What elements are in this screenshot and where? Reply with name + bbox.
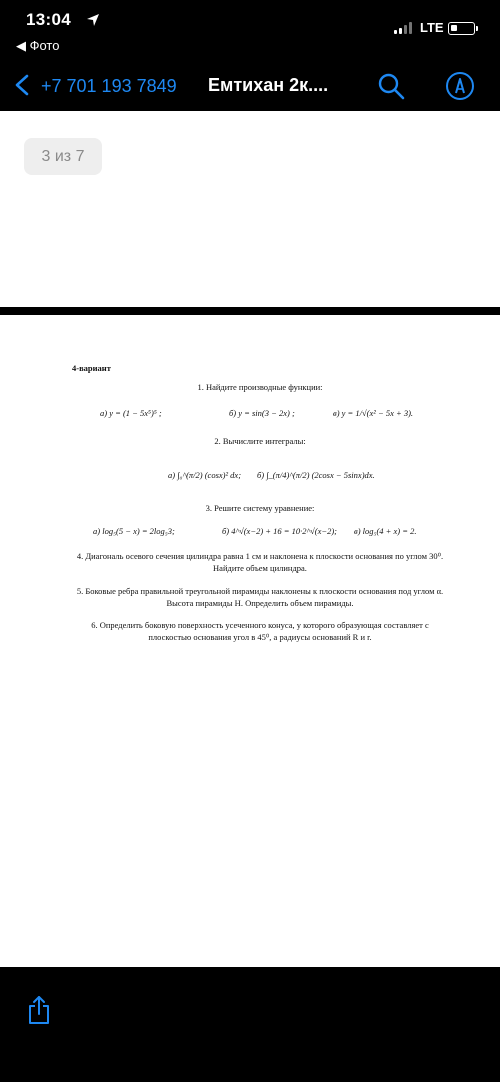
search-icon[interactable]: [377, 72, 405, 100]
task1-heading: 1. Найдите производные функции:: [197, 382, 323, 392]
task3-b: б) 4^√(x−2) + 16 = 10·2^√(x−2);: [222, 526, 337, 536]
share-icon[interactable]: [27, 995, 51, 1025]
location-arrow-icon: [86, 13, 100, 27]
document-title: Емтихан 2к....: [208, 75, 329, 95]
task4-text: 4. Диагональ осевого сечения цилиндра равна 1 см и наклонена к плоскости основания по углом 30⁰. Найдите объем цилиндра.: [76, 551, 444, 573]
bottom-toolbar: [0, 967, 500, 1082]
task1-c: в) y = 1/√(x² − 5x + 3).: [333, 408, 414, 418]
network-type: LTE: [420, 20, 444, 35]
task3-heading: 3. Решите систему уравнение:: [205, 503, 315, 513]
task1-b: б) y = sin(3 − 2x) ;: [229, 408, 295, 418]
battery-tip: [476, 26, 478, 31]
status-bar: [0, 0, 500, 53]
status-time: 13:04: [26, 10, 71, 29]
task2-heading: 2. Вычислите интегралы:: [214, 436, 306, 446]
pdf-page-current: [0, 315, 500, 967]
nav-bar: [0, 60, 500, 110]
task1-a: а) y = (1 − 5x⁵)⁵ ;: [100, 408, 162, 418]
signal-strength-icon: [394, 22, 416, 34]
back-button-contact[interactable]: +7 701 193 7849: [41, 76, 177, 96]
back-to-app-link[interactable]: ◀ Фото: [16, 38, 60, 53]
task3-c: в) log₅(4 + x) = 2.: [354, 526, 417, 536]
battery-icon: [448, 22, 475, 35]
task6-text: 6. Определить боковую поверхность усеченного конуса, у которого образующая составляет с плоскостью основания угол в 45⁰, а радиусы оснований R и r.: [91, 620, 429, 642]
task2-a: а) ∫₀^(π/2) (cosx)² dx;: [168, 470, 242, 480]
task2-b: б) ∫_(π/4)^(π/2) (2cosx − 5sinx)dx.: [257, 470, 375, 480]
task3-a: а) log₅(5 − x) = 2log₅3;: [93, 526, 175, 536]
pdf-page-previous: [0, 111, 500, 307]
task5-text: 5. Боковые ребра правильной треугольной пирамиды наклонены к плоскости основания под углом α. Высота пирамиды H. Определить объем пирамиды.: [76, 586, 444, 608]
chevron-left-icon[interactable]: [14, 74, 30, 96]
markup-pen-icon[interactable]: [445, 71, 475, 101]
page-indicator: 3 из 7: [24, 138, 102, 175]
variant-heading: 4-вариант: [72, 363, 111, 373]
